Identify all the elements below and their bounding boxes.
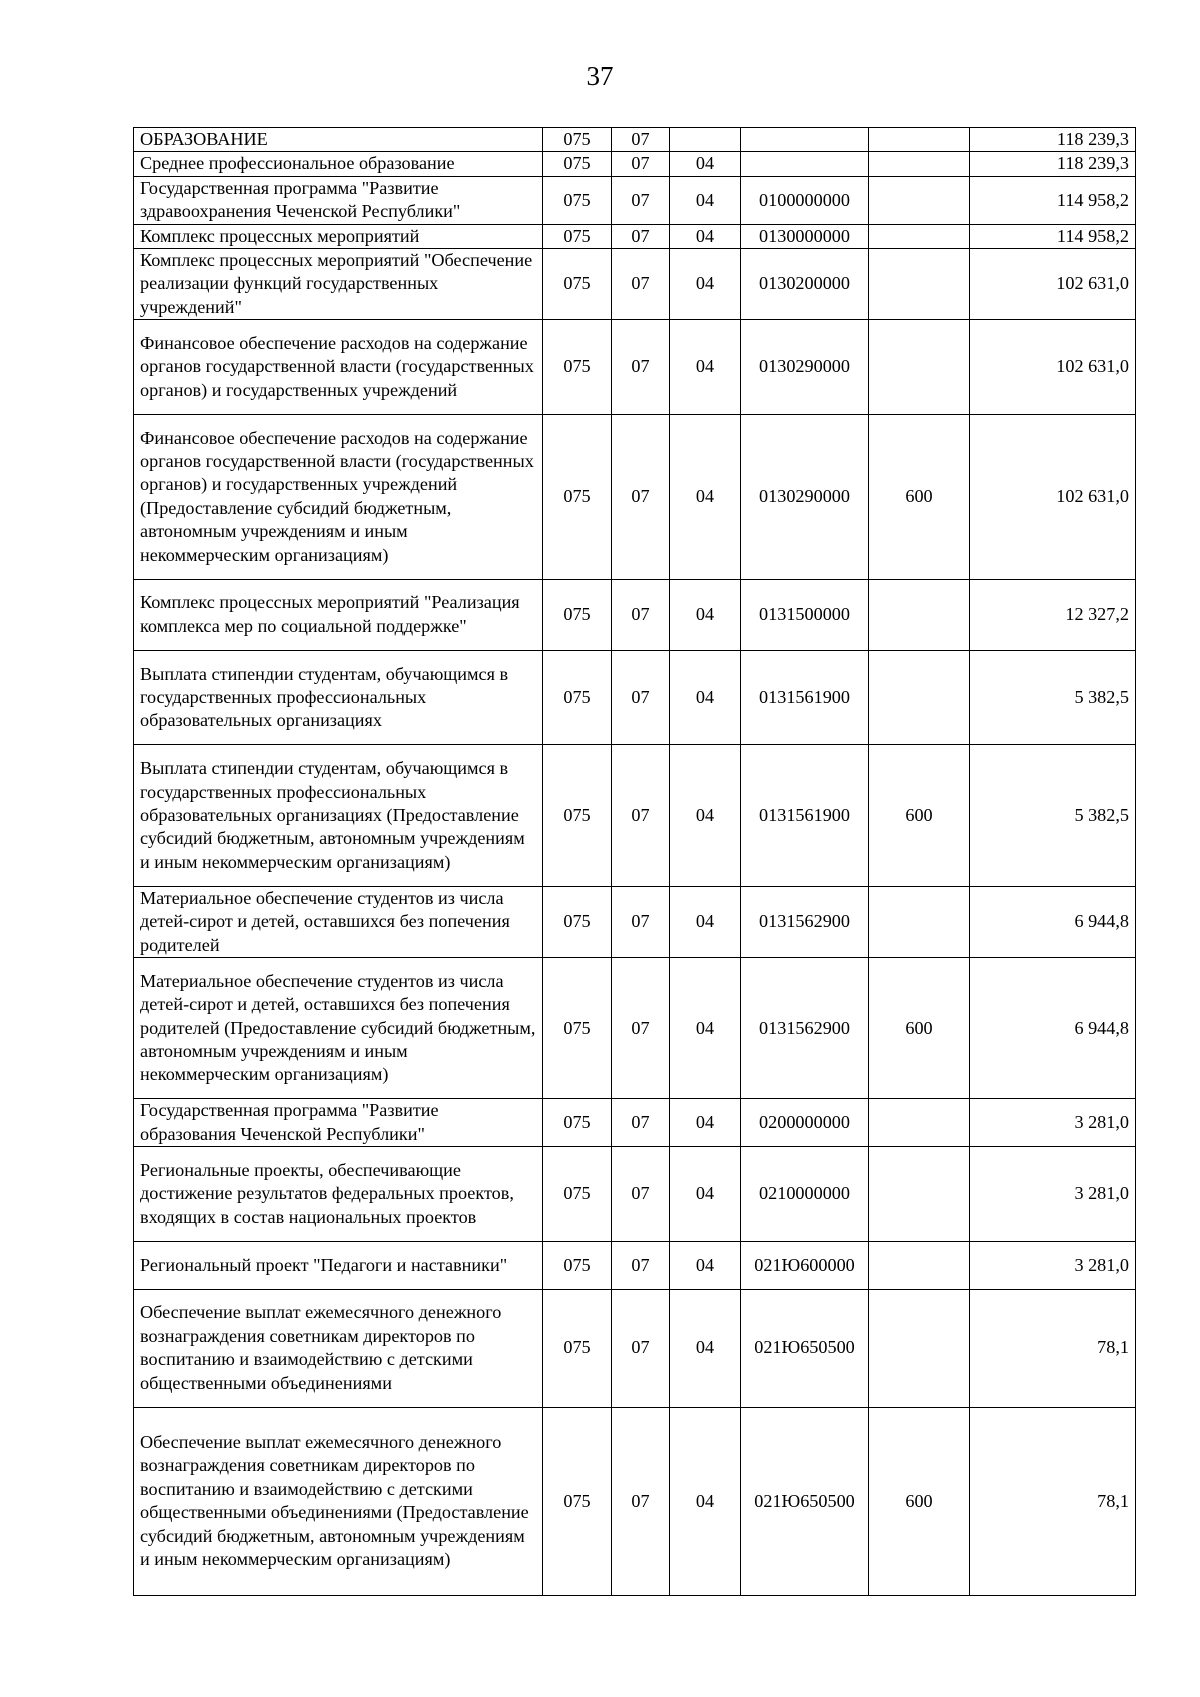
cell-name: Обеспечение выплат ежемесячного денежного вознаграждения советникам директоров по воспитанию и взаимодействию с детскими общественными объединениями (Предоставление субсидий бюджетным, автономным учреждениям и иным некоммерческим организациям) xyxy=(134,1407,543,1595)
cell-expense-type xyxy=(869,152,970,176)
cell-target-article: 0131562900 xyxy=(741,958,869,1099)
table-body xyxy=(134,128,1136,1596)
budget-table xyxy=(133,127,1136,1596)
cell-target-article: 0130200000 xyxy=(741,249,869,320)
cell-expense-type: 600 xyxy=(869,958,970,1099)
cell-expense-type xyxy=(869,320,970,415)
cell-expense-type xyxy=(869,176,970,224)
cell-subsection: 04 xyxy=(670,176,741,224)
cell-target-article: 0131561900 xyxy=(741,650,869,745)
cell-ved: 075 xyxy=(543,650,612,745)
cell-name: Материальное обеспечение студентов из числа детей-сирот и детей, оставшихся без попечения родителей xyxy=(134,886,543,957)
table-row xyxy=(134,320,1136,415)
cell-section: 07 xyxy=(612,650,670,745)
cell-amount: 114 958,2 xyxy=(970,224,1136,248)
cell-target-article: 0210000000 xyxy=(741,1147,869,1242)
table-row xyxy=(134,579,1136,650)
cell-name: Региональный проект "Педагоги и наставники" xyxy=(134,1241,543,1289)
cell-subsection: 04 xyxy=(670,650,741,745)
cell-expense-type: 600 xyxy=(869,414,970,579)
cell-subsection: 04 xyxy=(670,224,741,248)
cell-target-article xyxy=(741,152,869,176)
cell-amount: 102 631,0 xyxy=(970,320,1136,415)
cell-expense-type xyxy=(869,1289,970,1407)
cell-ved: 075 xyxy=(543,152,612,176)
cell-ved: 075 xyxy=(543,1147,612,1242)
table-row xyxy=(134,1407,1136,1595)
table-row xyxy=(134,1099,1136,1147)
cell-target-article: 0131561900 xyxy=(741,745,869,886)
cell-name: Региональные проекты, обеспечивающие достижение результатов федеральных проектов, входящих в состав национальных проектов xyxy=(134,1147,543,1242)
cell-section: 07 xyxy=(612,958,670,1099)
cell-name: Выплата стипендии студентам, обучающимся в государственных профессиональных образовательных организациях xyxy=(134,650,543,745)
cell-section: 07 xyxy=(612,1147,670,1242)
cell-ved: 075 xyxy=(543,224,612,248)
cell-ved: 075 xyxy=(543,414,612,579)
cell-ved: 075 xyxy=(543,128,612,152)
cell-subsection: 04 xyxy=(670,886,741,957)
cell-name: Комплекс процессных мероприятий "Реализация комплекса мер по социальной поддержке" xyxy=(134,579,543,650)
cell-name: Финансовое обеспечение расходов на содержание органов государственной власти (государственных органов) и государственных учреждений xyxy=(134,320,543,415)
cell-expense-type xyxy=(869,249,970,320)
cell-ved: 075 xyxy=(543,1241,612,1289)
cell-subsection: 04 xyxy=(670,1241,741,1289)
table-row xyxy=(134,1289,1136,1407)
cell-section: 07 xyxy=(612,1289,670,1407)
cell-amount: 3 281,0 xyxy=(970,1099,1136,1147)
cell-subsection: 04 xyxy=(670,249,741,320)
cell-target-article: 021Ю650500 xyxy=(741,1289,869,1407)
cell-section: 07 xyxy=(612,249,670,320)
cell-expense-type xyxy=(869,579,970,650)
table-row xyxy=(134,176,1136,224)
cell-name: Выплата стипендии студентам, обучающимся в государственных профессиональных образовательных организациях (Предоставление субсидий бюджетным, автономным учреждениям и иным некоммерческим организациям) xyxy=(134,745,543,886)
cell-amount: 114 958,2 xyxy=(970,176,1136,224)
cell-ved: 075 xyxy=(543,1099,612,1147)
cell-expense-type: 600 xyxy=(869,745,970,886)
cell-ved: 075 xyxy=(543,579,612,650)
cell-subsection: 04 xyxy=(670,1407,741,1595)
cell-expense-type xyxy=(869,1241,970,1289)
cell-name: Обеспечение выплат ежемесячного денежного вознаграждения советникам директоров по воспитанию и взаимодействию с детскими общественными объединениями xyxy=(134,1289,543,1407)
cell-ved: 075 xyxy=(543,1407,612,1595)
cell-section: 07 xyxy=(612,224,670,248)
cell-expense-type xyxy=(869,128,970,152)
table-row xyxy=(134,886,1136,957)
table-row xyxy=(134,650,1136,745)
cell-ved: 075 xyxy=(543,745,612,886)
page-number: 37 xyxy=(586,61,614,91)
cell-expense-type xyxy=(869,650,970,745)
cell-amount: 12 327,2 xyxy=(970,579,1136,650)
cell-subsection: 04 xyxy=(670,579,741,650)
cell-name: Среднее профессиональное образование xyxy=(134,152,543,176)
cell-name: Государственная программа "Развитие образования Чеченской Республики" xyxy=(134,1099,543,1147)
cell-target-article: 021Ю650500 xyxy=(741,1407,869,1595)
cell-ved: 075 xyxy=(543,249,612,320)
table-row xyxy=(134,224,1136,248)
cell-target-article: 0131500000 xyxy=(741,579,869,650)
cell-ved: 075 xyxy=(543,320,612,415)
cell-name: ОБРАЗОВАНИЕ xyxy=(134,128,543,152)
cell-section: 07 xyxy=(612,1407,670,1595)
cell-name: Материальное обеспечение студентов из числа детей-сирот и детей, оставшихся без попечения родителей (Предоставление субсидий бюджетным, автономным учреждениям и иным некоммерческим организациям) xyxy=(134,958,543,1099)
cell-amount: 6 944,8 xyxy=(970,958,1136,1099)
cell-amount: 5 382,5 xyxy=(970,745,1136,886)
cell-expense-type: 600 xyxy=(869,1407,970,1595)
cell-ved: 075 xyxy=(543,886,612,957)
table-row xyxy=(134,414,1136,579)
cell-name: Комплекс процессных мероприятий xyxy=(134,224,543,248)
cell-expense-type xyxy=(869,1099,970,1147)
cell-amount: 6 944,8 xyxy=(970,886,1136,957)
cell-subsection: 04 xyxy=(670,320,741,415)
cell-target-article: 0130000000 xyxy=(741,224,869,248)
table-row xyxy=(134,1147,1136,1242)
cell-expense-type xyxy=(869,1147,970,1242)
cell-amount: 102 631,0 xyxy=(970,414,1136,579)
cell-section: 07 xyxy=(612,745,670,886)
cell-section: 07 xyxy=(612,152,670,176)
cell-section: 07 xyxy=(612,579,670,650)
cell-name: Государственная программа "Развитие здравоохранения Чеченской Республики" xyxy=(134,176,543,224)
cell-subsection: 04 xyxy=(670,745,741,886)
cell-amount: 3 281,0 xyxy=(970,1147,1136,1242)
cell-amount: 102 631,0 xyxy=(970,249,1136,320)
table-row xyxy=(134,958,1136,1099)
cell-target-article xyxy=(741,128,869,152)
cell-target-article: 021Ю600000 xyxy=(741,1241,869,1289)
cell-subsection xyxy=(670,128,741,152)
cell-section: 07 xyxy=(612,1099,670,1147)
cell-section: 07 xyxy=(612,176,670,224)
table-row xyxy=(134,128,1136,152)
cell-section: 07 xyxy=(612,320,670,415)
cell-target-article: 0130290000 xyxy=(741,320,869,415)
cell-subsection: 04 xyxy=(670,414,741,579)
table-row xyxy=(134,249,1136,320)
cell-target-article: 0130290000 xyxy=(741,414,869,579)
cell-expense-type xyxy=(869,224,970,248)
cell-amount: 3 281,0 xyxy=(970,1241,1136,1289)
cell-target-article: 0100000000 xyxy=(741,176,869,224)
cell-subsection: 04 xyxy=(670,1289,741,1407)
cell-target-article: 0131562900 xyxy=(741,886,869,957)
table-row xyxy=(134,745,1136,886)
table-row xyxy=(134,152,1136,176)
cell-ved: 075 xyxy=(543,958,612,1099)
cell-amount: 118 239,3 xyxy=(970,128,1136,152)
cell-subsection: 04 xyxy=(670,1099,741,1147)
cell-ved: 075 xyxy=(543,1289,612,1407)
cell-amount: 78,1 xyxy=(970,1407,1136,1595)
cell-section: 07 xyxy=(612,886,670,957)
cell-expense-type xyxy=(869,886,970,957)
table-row xyxy=(134,1241,1136,1289)
cell-subsection: 04 xyxy=(670,958,741,1099)
cell-target-article: 0200000000 xyxy=(741,1099,869,1147)
cell-amount: 78,1 xyxy=(970,1289,1136,1407)
cell-amount: 5 382,5 xyxy=(970,650,1136,745)
cell-section: 07 xyxy=(612,128,670,152)
cell-ved: 075 xyxy=(543,176,612,224)
cell-subsection: 04 xyxy=(670,152,741,176)
cell-name: Финансовое обеспечение расходов на содержание органов государственной власти (государственных органов) и государственных учреждений (Предоставление субсидий бюджетным, автономным учреждениям и иным некоммерческим организациям) xyxy=(134,414,543,579)
cell-amount: 118 239,3 xyxy=(970,152,1136,176)
cell-section: 07 xyxy=(612,1241,670,1289)
cell-section: 07 xyxy=(612,414,670,579)
cell-subsection: 04 xyxy=(670,1147,741,1242)
cell-name: Комплекс процессных мероприятий "Обеспечение реализации функций государственных учреждений" xyxy=(134,249,543,320)
